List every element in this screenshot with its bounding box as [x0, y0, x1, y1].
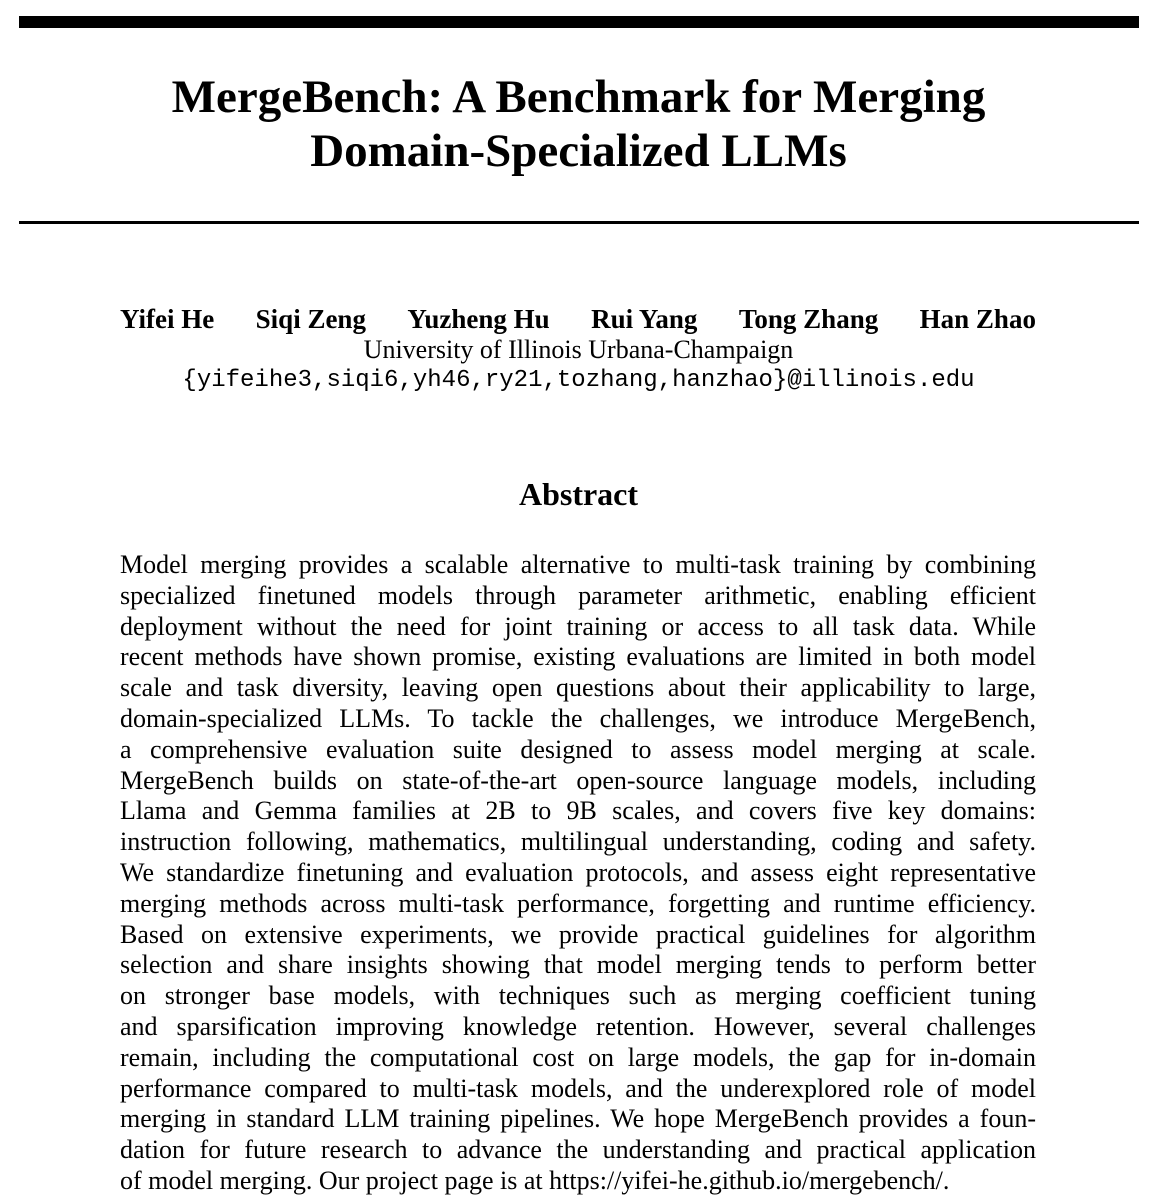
- author-name: Tong Zhang: [738, 304, 879, 334]
- author-name: Siqi Zeng: [255, 304, 366, 334]
- title-line: MergeBench: A Benchmark for Merging: [171, 71, 986, 123]
- abstract-line: remain, including the computational cost on large models, the gap for in-domain: [120, 1042, 1036, 1072]
- author-emails: {yifeihe3,siqi6,yh46,ry21,tozhang,hanzhao}@illinois.edu: [182, 367, 975, 394]
- author-list: [120, 302, 1036, 336]
- abstract-line: Based on extensive experiments, we provide practical guidelines for algorithm: [120, 919, 1036, 949]
- author-name: Yifei He: [120, 304, 215, 334]
- author-name: Rui Yang: [591, 304, 698, 334]
- bottom-rule: [19, 221, 1139, 224]
- abstract-line: merging methods across multi-task performance, forgetting and runtime efficiency.: [120, 888, 1036, 918]
- abstract-line: MergeBench builds on state-of-the-art open-source language models, including: [120, 765, 1036, 795]
- abstract-line: selection and share insights showing that model merging tends to perform better: [120, 950, 1036, 980]
- paper-title: [0, 70, 1157, 178]
- abstract-line: on stronger base models, with techniques such as merging coefficient tuning: [120, 981, 1036, 1011]
- abstract-line: We standardize finetuning and evaluation protocols, and assess eight representative: [120, 857, 1036, 887]
- abstract-line: specialized finetuned models through parameter arithmetic, enabling efficient: [120, 580, 1036, 610]
- abstract-line: dation for future research to advance the understanding and practical application: [120, 1135, 1036, 1165]
- affiliation: University of Illinois Urbana-Champaign: [363, 335, 794, 364]
- abstract-line: performance compared to multi-task models, and the underexplored role of model: [120, 1073, 1036, 1103]
- abstract-line: Model merging provides a scalable alternative to multi-task training by combining: [120, 550, 1036, 579]
- abstract-line: deployment without the need for joint training or access to all task data. While: [120, 611, 1036, 641]
- abstract-line: scale and task diversity, leaving open questions about their applicability to large,: [120, 673, 1036, 703]
- abstract-body: [120, 550, 1036, 1197]
- abstract-line: domain-specialized LLMs. To tackle the challenges, we introduce MergeBench,: [120, 703, 1036, 733]
- top-rule: [19, 16, 1139, 28]
- author-name: Yuzheng Hu: [407, 304, 550, 334]
- title-line: Domain-Specialized LLMs: [310, 125, 847, 177]
- abstract-line: a comprehensive evaluation suite designed to assess model merging at scale.: [120, 734, 1036, 764]
- abstract-line: of model merging. Our project page is at https://yifei-he.github.io/mergebench/.: [120, 1165, 950, 1195]
- author-name: Han Zhao: [919, 304, 1036, 334]
- abstract-line: and sparsification improving knowledge retention. However, several challenges: [120, 1011, 1036, 1041]
- abstract-line: merging in standard LLM training pipelines. We hope MergeBench provides a foun-: [120, 1104, 1036, 1134]
- abstract-heading: Abstract: [518, 476, 639, 512]
- abstract-line: recent methods have shown promise, existing evaluations are limited in both model: [120, 642, 1036, 672]
- abstract-line: instruction following, mathematics, multilingual understanding, coding and safety.: [120, 827, 1036, 857]
- abstract-line: Llama and Gemma families at 2B to 9B scales, and covers five key domains:: [120, 796, 1036, 826]
